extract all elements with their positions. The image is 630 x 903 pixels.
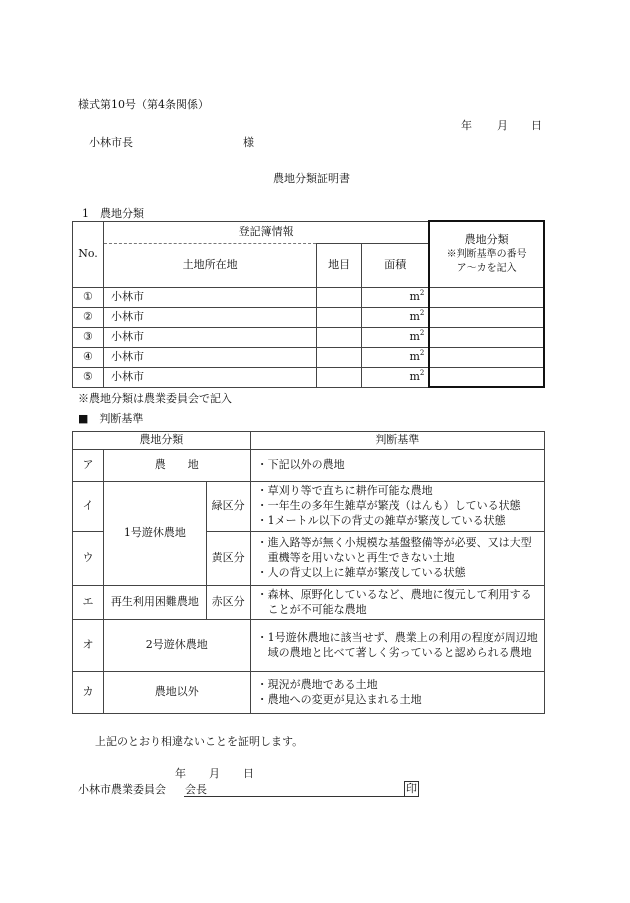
criteria-table xyxy=(72,431,545,714)
kana-label: エ xyxy=(73,586,104,620)
area-unit: m xyxy=(409,309,420,323)
land-table xyxy=(72,220,545,388)
criteria-row-i xyxy=(73,482,545,532)
criteria-text: ・森林、原野化しているなど、農地に復元して利用することが不可能な農地 xyxy=(250,586,544,620)
col-category-header: 地目 xyxy=(317,243,362,287)
zone-label: 緑区分 xyxy=(206,482,250,532)
addressee-honorific: 様 xyxy=(243,136,254,149)
kana-label: ウ xyxy=(73,532,104,586)
row-area xyxy=(362,347,430,367)
col-area-header: 面積 xyxy=(362,243,430,287)
area-unit-sup: 2 xyxy=(419,288,425,297)
footer-month: 月 xyxy=(209,767,220,780)
row-location: 小林市 xyxy=(103,307,316,327)
criteria-row-a xyxy=(73,450,545,482)
seal-mark: 印 xyxy=(406,782,417,795)
row-area xyxy=(362,367,430,387)
row-category xyxy=(317,287,362,307)
row-class xyxy=(429,307,544,327)
area-unit-sup: 2 xyxy=(419,368,425,377)
criteria-text: ・進入路等が無く小規模な基盤整備等が必要、又は大型重機等を用いないと再生できない土地 ・人の背丈以上に雑草が繁茂している状態 xyxy=(250,532,544,586)
area-unit-sup: 2 xyxy=(419,348,425,357)
criteria-header-basis: 判断基準 xyxy=(250,432,544,450)
row-area xyxy=(362,327,430,347)
col-registry-header: 登記簿情報 xyxy=(103,221,429,243)
row-class xyxy=(429,347,544,367)
zone-label: 赤区分 xyxy=(206,586,250,620)
col-class-title: 農地分類 xyxy=(464,233,509,247)
form-number: 様式第10号（第4条関係） xyxy=(78,98,209,111)
area-unit: m xyxy=(409,289,420,303)
footer-day: 日 xyxy=(243,767,254,780)
row-location: 小林市 xyxy=(103,327,316,347)
kana-label: オ xyxy=(73,620,104,672)
row-area xyxy=(362,307,430,327)
table-row xyxy=(73,307,545,327)
footer-org: 小林市農業委員会 xyxy=(78,783,166,796)
col-no-header: No. xyxy=(73,221,104,287)
class-label: 2号遊休農地 xyxy=(103,620,250,672)
col-location-header: 土地所在地 xyxy=(103,243,316,287)
date-year: 年 xyxy=(461,119,472,132)
section2-title: ■ 判断基準 xyxy=(78,412,144,425)
col-class-note2: ア～カを記入 xyxy=(456,262,517,274)
row-no: ③ xyxy=(73,327,104,347)
class-label: 農 地 xyxy=(103,450,250,482)
footer-title: 会長 xyxy=(185,783,207,796)
table-note: ※農地分類は農業委員会で記入 xyxy=(78,392,232,405)
zone-label: 黄区分 xyxy=(206,532,250,586)
table-row xyxy=(73,367,545,387)
row-location: 小林市 xyxy=(103,287,316,307)
criteria-header-class: 農地分類 xyxy=(73,432,251,450)
idle1-label: 1号遊休農地 xyxy=(103,482,206,586)
row-category xyxy=(317,347,362,367)
col-class-header xyxy=(429,221,544,287)
criteria-row-o xyxy=(73,620,545,672)
kana-label: カ xyxy=(73,672,104,714)
certify-text: 上記のとおり相違ないことを証明します。 xyxy=(95,735,304,748)
section1-title: 1 農地分類 xyxy=(82,207,144,220)
class-label: 再生利用困難農地 xyxy=(103,586,206,620)
row-no: ② xyxy=(73,307,104,327)
area-unit-sup: 2 xyxy=(419,308,425,317)
row-class xyxy=(429,287,544,307)
signature-line xyxy=(184,782,406,797)
class-label: 農地以外 xyxy=(103,672,250,714)
row-no: ⑤ xyxy=(73,367,104,387)
row-no: ① xyxy=(73,287,104,307)
row-location: 小林市 xyxy=(103,367,316,387)
footer-year: 年 xyxy=(175,767,186,780)
criteria-row-ka xyxy=(73,672,545,714)
row-area xyxy=(362,287,430,307)
row-category xyxy=(317,327,362,347)
area-unit: m xyxy=(409,369,420,383)
table-row xyxy=(73,327,545,347)
area-unit-sup: 2 xyxy=(419,328,425,337)
kana-label: ア xyxy=(73,450,104,482)
table-row xyxy=(73,287,545,307)
criteria-text: ・1号遊休農地に該当せず、農業上の利用の程度が周辺地域の農地と比べて著しく劣っていると認められる農地 xyxy=(250,620,544,672)
row-no: ④ xyxy=(73,347,104,367)
row-class xyxy=(429,367,544,387)
addressee-name: 小林市長 xyxy=(89,136,133,149)
kana-label: イ xyxy=(73,482,104,532)
date-month: 月 xyxy=(497,119,508,132)
criteria-text: ・下記以外の農地 xyxy=(250,450,544,482)
criteria-row-e xyxy=(73,586,545,620)
table-row xyxy=(73,347,545,367)
criteria-text: ・現況が農地である土地 ・農地への変更が見込まれる土地 xyxy=(250,672,544,714)
row-class xyxy=(429,327,544,347)
row-location: 小林市 xyxy=(103,347,316,367)
document-title: 農地分類証明書 xyxy=(273,172,350,185)
col-class-note1: ※判断基準の番号 xyxy=(446,249,527,261)
row-category xyxy=(317,307,362,327)
area-unit: m xyxy=(409,349,420,363)
date-day: 日 xyxy=(531,119,542,132)
criteria-text: ・草刈り等で直ちに耕作可能な農地 ・一年生の多年生雑草が繁茂（はんも）している状態 ・1メートル以下の背丈の雑草が繁茂している状態 xyxy=(250,482,544,532)
row-category xyxy=(317,367,362,387)
area-unit: m xyxy=(409,329,420,343)
